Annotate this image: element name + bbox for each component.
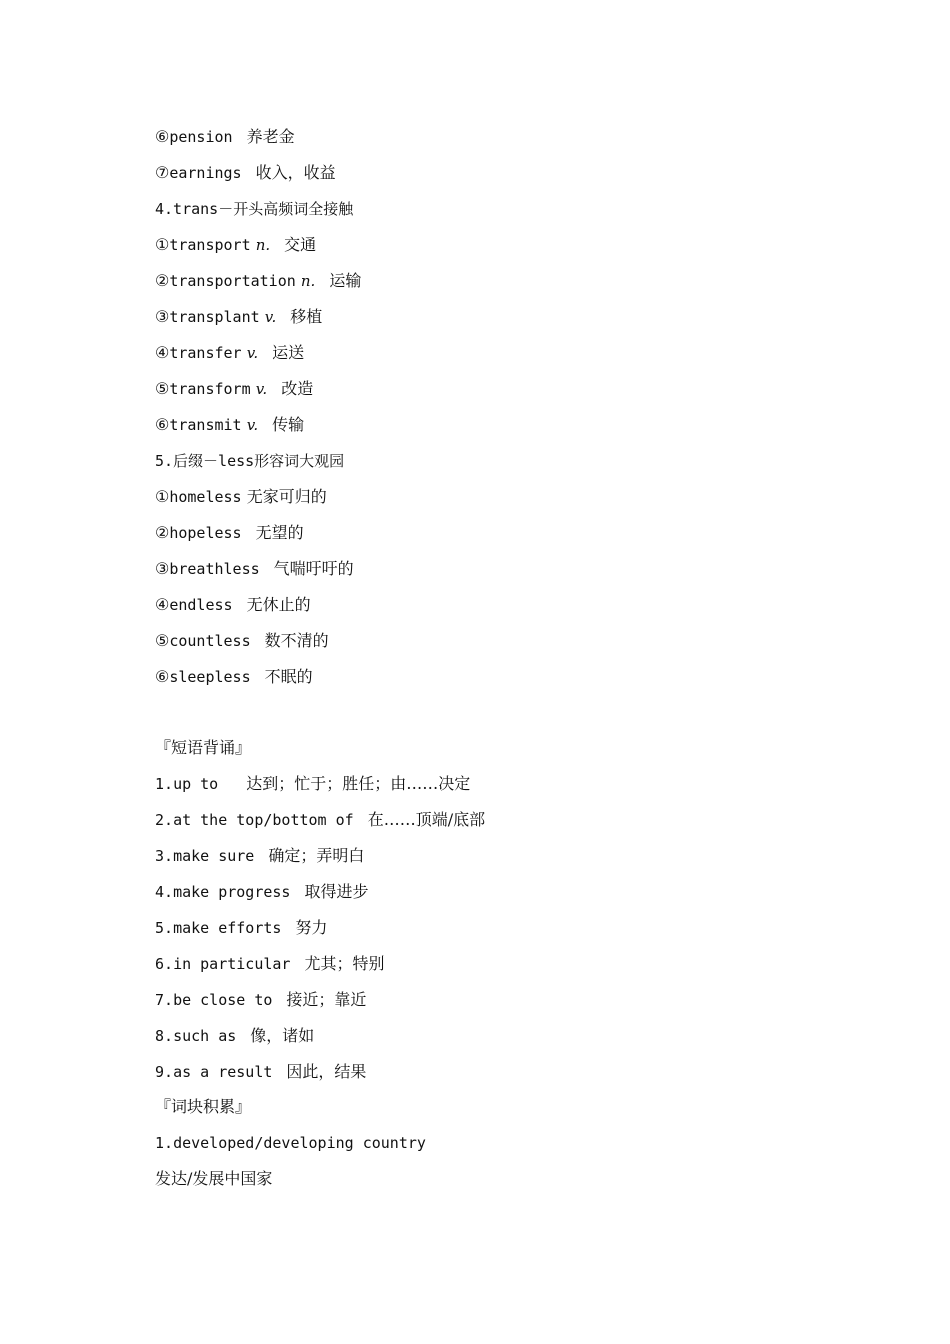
word-item: ③transplant v. 移植 xyxy=(155,307,323,326)
word-item: ⑥transmit v. 传输 xyxy=(155,415,305,434)
word-item: ①transport n. 交通 xyxy=(155,235,317,254)
word-item: ④transfer v. 运送 xyxy=(155,343,305,362)
section-heading: 4.trans－开头高频词全接触 xyxy=(155,200,354,218)
word-item: ①homeless 无家可归的 xyxy=(155,487,327,506)
phrase-item: 2.at the top/bottom of 在……顶端/底部 xyxy=(155,810,486,829)
phrase-item: 8.such as 像，诸如 xyxy=(155,1026,315,1045)
word-item: ⑥pension 养老金 xyxy=(155,127,295,146)
phrase-item: 4.make progress 取得进步 xyxy=(155,882,369,901)
word-item: ⑤countless 数不清的 xyxy=(155,631,329,650)
phrase-item: 3.make sure 确定；弄明白 xyxy=(155,846,365,865)
phrase-item: 9.as a result 因此，结果 xyxy=(155,1062,367,1081)
word-item: ⑥sleepless 不眠的 xyxy=(155,667,313,686)
phrase-item: 1.up to 达到；忙于；胜任；由……决定 xyxy=(155,774,471,793)
phrase-item: 5.make efforts 努力 xyxy=(155,918,328,937)
phrases-section-title: 『短语背诵』 xyxy=(155,738,252,757)
word-item: ②hopeless 无望的 xyxy=(155,523,304,542)
word-item: ⑦earnings 收入，收益 xyxy=(155,163,336,182)
chunk-meaning: 发达/发展中国家 xyxy=(155,1169,273,1188)
chunk-item: 1.developed/developing country xyxy=(155,1134,426,1152)
word-item: ②transportation n. 运输 xyxy=(155,271,362,290)
phrase-item: 6.in particular 尤其；特别 xyxy=(155,954,385,973)
word-item: ⑤transform v. 改造 xyxy=(155,379,314,398)
phrase-item: 7.be close to 接近；靠近 xyxy=(155,990,367,1009)
section-heading: 5.后缀－less形容词大观园 xyxy=(155,452,345,470)
word-item: ④endless 无休止的 xyxy=(155,595,311,614)
chunks-section-title: 『词块积累』 xyxy=(155,1097,252,1116)
word-item: ③breathless 气喘吁吁的 xyxy=(155,559,354,578)
